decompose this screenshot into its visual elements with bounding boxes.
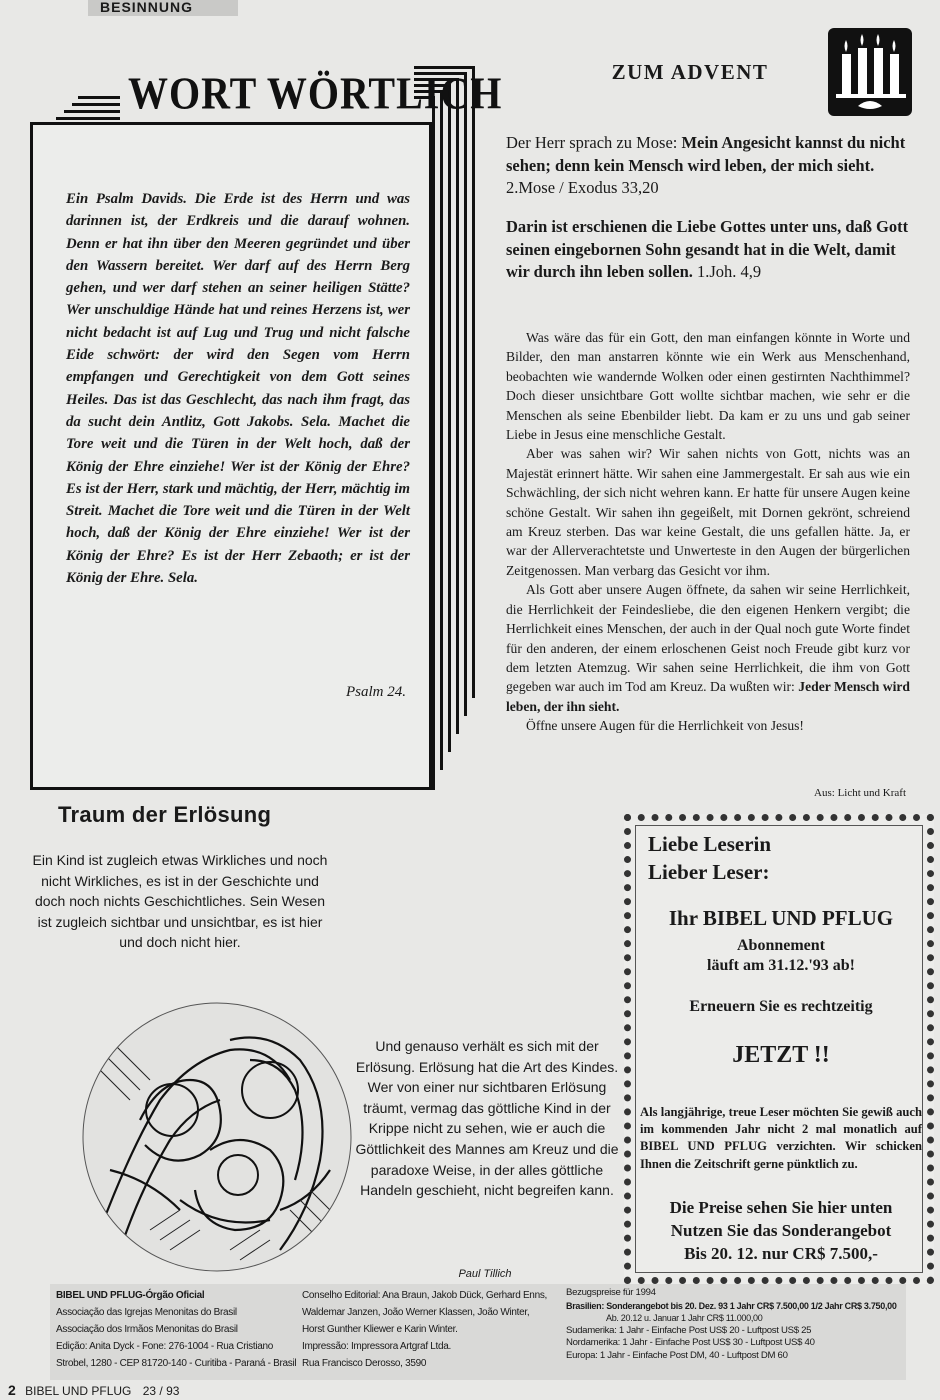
wort-title: WORT WÖRTLICH: [128, 67, 503, 119]
price-line: Bezugspreise für 1994: [566, 1287, 656, 1298]
imprint-publisher: [56, 1287, 298, 1372]
prices-line: Nutzen Sie das Sonderangebot: [670, 1221, 892, 1240]
imprint-line: Waldemar Janzen, João Werner Klassen, João Winter,: [302, 1307, 530, 1318]
verse1-quote: Mein Angesicht kannst du nicht sehen; denn kein Mensch wird leben, der mich sieht.: [506, 133, 906, 175]
traum-text-intro: Ein Kind ist zugleich etwas Wirkliches und noch nicht Wirkliches, es ist in der Geschichte und doch noch nichts Geschichtliches. Sein Wesen ist zugleich sichtbar und unsichtbar, es ist hier und doch nicht hier.: [32, 852, 328, 951]
psalm-reference: Psalm 24.: [346, 684, 406, 700]
advent-candles-icon: [828, 28, 912, 116]
subscription-publication: Ihr BIBEL UND PFLUG: [668, 906, 894, 930]
subscription-expiry: [634, 936, 928, 976]
paragraph-emphasis: Jeder Mensch wird leben, der ihn sieht.: [506, 679, 910, 714]
page-footer: [8, 1382, 179, 1398]
price-line: Brasilien: Sonderangebot bis 20. Dez. 93 1 Jahr CR$ 7.500,00 1/2 Jahr CR$ 3.750,00: [566, 1300, 897, 1311]
greeting-line: Liebe Leserin: [648, 832, 772, 856]
article-source: Aus: Licht und Kraft: [814, 787, 906, 799]
price-line: Ab. 20.12 u. Januar 1 Jahr CR$ 11.000,00: [606, 1313, 763, 1323]
article-paragraph: Aber was sahen wir? Wir sahen nichts von Gott, nichts was an Majestät erinnert hätte. Wir sahen eine Jammergestalt. Er sah aus wie ein Schwächling, der sich nicht wehren kann. Er hatte für unsere Augen keine schöne Gestalt. Wir sahen ihn gegeißelt, mit Dornen gekrönt, schreiend am Kreuz sterben. Das war keine Gestalt, die uns gefallen hätte. Ja, er war der Allerverachtetste und Unwerteste in den Augen der bürgerlichen Zeitgenossen. Man verbarg das Gesicht vor ihm.: [506, 446, 910, 578]
section-label: BESINNUNG: [88, 0, 238, 16]
price-line: Nordamerika: 1 Jahr - Einfache Post US$ 30 - Luftpost US$ 40: [566, 1337, 815, 1348]
imprint-editorial: [302, 1287, 560, 1372]
imprint-line: Associação dos Irmãos Menonitas do Brasil: [56, 1324, 238, 1335]
page-number: 2: [8, 1382, 16, 1398]
subscription-prices: [634, 1196, 928, 1265]
verse1-reference: 2.Mose / Exodus 33,20: [506, 178, 659, 197]
article-paragraph: Öffne unsere Augen für die Herrlichkeit von Jesus!: [526, 718, 804, 734]
publication-name: BIBEL UND PFLUG: [25, 1384, 132, 1398]
traum-title: Traum der Erlösung: [58, 802, 272, 827]
psalm-text: Ein Psalm Davids. Die Erde ist des Herrn und was darinnen ist, der Erdkreis und die darauf wohnen. Denn er hat ihn über den Meeren gegründet und über den Wassern bereitet. Wer darf auf des Herrn Berg gehen, und wer darf stehen an seiner heiligen Stätte? Wer unschuldige Hände hat und reines Herzens ist, wer nicht bedacht ist auf Lug und Trug und nicht falsche Eide schwört: der wird den Segen vom Herrn empfangen und Gerechtigkeit von dem Gott seines Heiles. Das ist das Geschlecht, das nach ihm fragt, das da sucht dein Antlitz, Gott Jakobs. Sela. Machet die Tore weit und die Türen in der Welt hoch, daß der König der Ehre einziehe! Wer ist der König der Ehre? Es ist der Herr, stark und mächtig, der Herr, mächtig im Streit. Machet die Tore weit und die Türen in der Welt hoch, daß der König der Ehre einziehe! Wer ist der König der Ehre? Es ist der Herr Zebaoth; er ist der König der Ehre. Sela.: [66, 191, 410, 587]
verse1-intro: Der Herr sprach zu Mose:: [506, 133, 682, 152]
imprint-line: Strobel, 1280 - CEP 81720-140 - Curitiba - Paraná - Brasil: [56, 1358, 297, 1369]
issue-number: 23 / 93: [142, 1384, 180, 1398]
verse2-quote: Darin ist erschienen die Liebe Gottes unter uns, daß Gott seinen eingebornen Sohn gesandt hat in die Welt, damit wir durch ihn leben sollen.: [506, 217, 909, 281]
imprint-line: Horst Gunther Kliewer e Karin Winter.: [302, 1324, 458, 1335]
traum-author: Paul Tillich: [458, 1268, 512, 1280]
subscription-loyal-text: Als langjährige, treue Leser möchten Sie gewiß auch im kommenden Jahr nicht 2 mal monatlich auf BIBEL UND PFLUG verzichten. Wir schicken Ihnen die Zeitschrift gerne pünktlich zu.: [640, 1105, 922, 1171]
article-paragraph: Was wäre das für ein Gott, den man einfangen könnte in Worte und Bilder, den man anstarren könnte wie ein Werk aus Menschenhand, beobachten wie wandernde Wolken oder einen gestirnten Nachthimmel? Doch dieser unsichtbare Gott wollte sichtbar machen, wie sehr er die Menschen als seine Ebenbilder liebt. Da kam er zu uns und gab seiner Liebe in Jesus eine menschliche Gestalt.: [506, 330, 910, 443]
bible-verse-exodus: [506, 132, 910, 200]
nativity-illustration: [80, 1000, 354, 1274]
advent-title: ZUM ADVENT: [611, 60, 769, 84]
prices-line: Bis 20. 12. nur CR$ 7.500,-: [684, 1244, 878, 1263]
imprint-line: Rua Francisco Derosso, 3590: [302, 1358, 427, 1369]
imprint-line: Impressão: Impressora Artgraf Ltda.: [302, 1341, 452, 1352]
expiry-line: Abonnement: [736, 937, 825, 954]
traum-text-main: Und genauso verhält es sich mit der Erlösung. Erlösung hat die Art des Kindes. Wer von einer nur sichtbaren Erlösung träumt, vermag das göttliche Kind in der Krippe nicht zu sehen, wie er auch die Göttlichkeit des Mannes am Kreuz und die paradoxe Weise, in der alles göttliche Handeln geschieht, nicht begreifen kann.: [355, 1038, 619, 1199]
price-line: Europa: 1 Jahr - Einfache Post DM, 40 - Luftpost DM 60: [566, 1349, 788, 1361]
subscription-jetzt: JETZT !!: [732, 1042, 830, 1068]
prices-line: Die Preise sehen Sie hier unten: [669, 1198, 893, 1217]
subscription-greeting: [648, 830, 848, 886]
greeting-line: Lieber Leser:: [648, 860, 770, 884]
verse2-reference: 1.Joh. 4,9: [692, 262, 762, 281]
imprint-line: Associação das Igrejas Menonitas do Brasil: [56, 1307, 237, 1318]
imprint-line: Edição: Anita Dyck - Fone: 276-1004 - Rua Cristiano: [56, 1341, 274, 1352]
price-line: Sudamerika: 1 Jahr - Einfache Post US$ 20 - Luftpost US$ 25: [566, 1324, 812, 1336]
imprint-prices: [566, 1287, 906, 1362]
paragraph-text: Als Gott aber unsere Augen öffnete, da sahen wir seine Herrlichkeit, die Herrlichkeit der Feindesliebe, die den eigenen Henkern vergibt; die Herrlichkeit eines Menschen, der auch in der Qual noch gute Worte findet für den anderen, der einem erloschenen Geist noch Freude gibt kurz vor dem letzten Atemzug. Wir sahen seine Herrlichkeit, die ihm von Gott gegeben war auch im Tod am Kreuz. Da wußten wir:: [506, 582, 910, 695]
bible-verse-john: [506, 216, 910, 284]
subscription-renew: Erneuern Sie es rechtzeitig: [689, 998, 873, 1015]
imprint-line: Conselho Editorial: Ana Braun, Jakob Dück, Gerhard Enns,: [302, 1290, 548, 1301]
advent-article: [506, 328, 910, 736]
article-paragraph: [506, 580, 910, 716]
imprint-line: BIBEL UND PFLUG-Órgão Oficial: [56, 1290, 205, 1301]
expiry-line: läuft am 31.12.'93 ab!: [707, 957, 855, 974]
